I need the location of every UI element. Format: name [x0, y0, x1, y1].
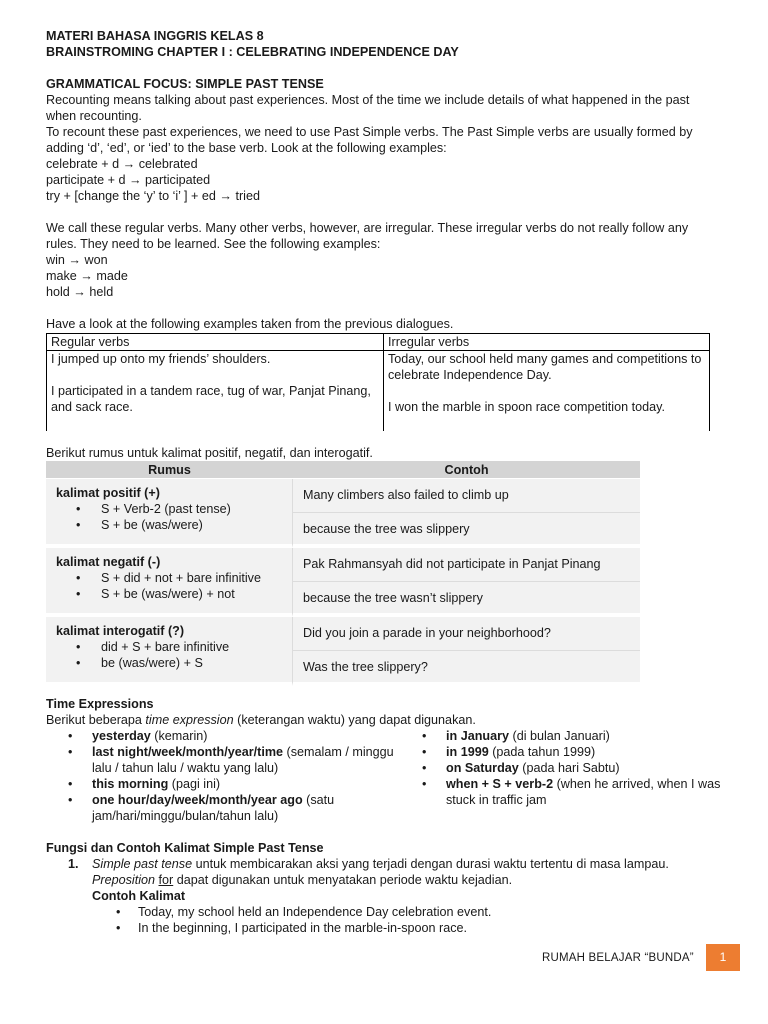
- contoh-cell: Was the tree slippery?: [293, 651, 640, 686]
- time-expression-item: • in 1999 (pada tahun 1999): [422, 744, 726, 760]
- page-number-badge: 1: [706, 944, 740, 971]
- rumus-cell: [46, 548, 293, 617]
- rumus-header: Rumus: [46, 461, 293, 479]
- time-expression-item: • last night/week/month/year/time (semalam / minggu lalu / tahun lalu / waktu yang lalu): [68, 744, 400, 776]
- rumus-table: [46, 461, 640, 686]
- verbs-table-body-row: [47, 351, 710, 432]
- item-number: 1.: [68, 857, 79, 871]
- irregular-verbs-cell: [384, 351, 710, 432]
- footer-text: RUMAH BELAJAR “BUNDA”: [542, 952, 694, 964]
- header-line-1: MATERI BAHASA INGGRIS KELAS 8: [46, 29, 264, 43]
- time-expression-item: • when + S + verb-2 (when he arrived, when I was stuck in traffic jam: [422, 776, 726, 808]
- contoh-kalimat-title: Contoh Kalimat: [92, 889, 186, 903]
- document-page: [46, 28, 722, 936]
- irregular-example: win → won: [46, 253, 108, 267]
- contoh-cell: Pak Rahmansyah did not participate in Panjat Pinang: [293, 548, 640, 582]
- verbs-table: [46, 333, 710, 431]
- grammar-paragraph-3: We call these regular verbs. Many other verbs, however, are irregular. These irregular verbs do not really follow any rules. They need to be learned. See the following examples:: [46, 221, 689, 251]
- contoh-cell: Many climbers also failed to climb up: [293, 479, 640, 513]
- time-expressions-intro: [46, 712, 722, 728]
- regular-verb-sentence: I jumped up onto my friends’ shoulders.: [51, 352, 271, 366]
- irregular-example: make → made: [46, 269, 128, 283]
- rumus-bullet: • S + be (was/were): [76, 517, 282, 533]
- irregular-example: hold → held: [46, 285, 114, 299]
- time-expression-item: • one hour/day/week/month/year ago (satu jam/hari/minggu/bulan/tahun lalu): [68, 792, 400, 824]
- rumus-row-positive: [46, 479, 640, 513]
- rumus-bullet: • did + S + bare infinitive: [76, 639, 282, 655]
- time-expressions-title: Time Expressions: [46, 697, 154, 711]
- contoh-cell: because the tree wasn’t slippery: [293, 582, 640, 617]
- regular-verbs-header: Regular verbs: [47, 334, 384, 351]
- time-expression-item: • yesterday (kemarin): [68, 728, 400, 744]
- contoh-cell: Did you join a parade in your neighborhood?: [293, 617, 640, 651]
- rumus-cell: [46, 617, 293, 686]
- header-line-2: BRAINSTROMING CHAPTER I : CELEBRATING INDEPENDENCE DAY: [46, 45, 459, 59]
- rumus-row-interrogative: [46, 617, 640, 651]
- regular-example: participate + d → participated: [46, 173, 211, 187]
- rumus-row-negative: [46, 548, 640, 582]
- verbs-table-header-row: [47, 334, 710, 351]
- irregular-verb-sentence: I won the marble in spoon race competition today.: [388, 400, 665, 414]
- rumus-bullet: • S + Verb-2 (past tense): [76, 501, 282, 517]
- irregular-verb-sentence: Today, our school held many games and competitions to celebrate Independence Day.: [388, 352, 702, 382]
- page-footer: [540, 944, 740, 971]
- grammar-title: GRAMMATICAL FOCUS: SIMPLE PAST TENSE: [46, 77, 324, 91]
- contoh-cell: because the tree was slippery: [293, 513, 640, 548]
- time-expressions-columns: [46, 728, 726, 824]
- rumus-title: kalimat interogatif (?): [56, 624, 185, 638]
- time-expression-item: • this morning (pagi ini): [68, 776, 400, 792]
- rumus-header-row: [46, 461, 640, 479]
- fungsi-title: Fungsi dan Contoh Kalimat Simple Past Tense: [46, 841, 324, 855]
- regular-example: try + [change the ‘y’ to ‘i’ ] + ed → tried: [46, 189, 260, 203]
- contoh-kalimat-item: • Today, my school held an Independence Day celebration event.: [116, 904, 722, 920]
- grammar-paragraph-4: Have a look at the following examples taken from the previous dialogues.: [46, 317, 454, 331]
- rumus-bullet: • S + be (was/were) + not: [76, 586, 282, 602]
- rumus-cell: [46, 479, 293, 548]
- rumus-intro: Berikut rumus untuk kalimat positif, negatif, dan interogatif.: [46, 446, 373, 460]
- rumus-bullet: • be (was/were) + S: [76, 655, 282, 671]
- fungsi-description: Simple past tense untuk membicarakan aksi yang terjadi dengan durasi waktu tertentu di masa lampau. Preposition for dapat digunakan untuk menyatakan periode waktu kejadian.: [92, 857, 669, 887]
- grammar-paragraph-1: Recounting means talking about past experiences. Most of the time we include details of what happened in the past when recounting.: [46, 93, 690, 123]
- contoh-header: Contoh: [293, 461, 640, 479]
- irregular-verbs-header: Irregular verbs: [384, 334, 710, 351]
- regular-verbs-cell: [47, 351, 384, 432]
- time-expression-item: • in January (di bulan Januari): [422, 728, 726, 744]
- contoh-kalimat-item: • In the beginning, I participated in the marble-in-spoon race.: [116, 920, 722, 936]
- grammar-paragraph-2: To recount these past experiences, we need to use Past Simple verbs. The Past Simple verbs are usually formed by adding ‘d’, ‘ed’, or ‘ied’ to the base verb. Look at the following examples:: [46, 125, 693, 155]
- rumus-title: kalimat positif (+): [56, 486, 160, 500]
- time-expression-item: • on Saturday (pada hari Sabtu): [422, 760, 726, 776]
- regular-example: celebrate + d → celebrated: [46, 157, 198, 171]
- intro-text: Berikut beberapa: [46, 713, 146, 727]
- fungsi-item-1: [46, 856, 722, 904]
- regular-verb-sentence: I participated in a tandem race, tug of war, Panjat Pinang, and sack race.: [51, 384, 371, 414]
- intro-emphasis: time expression: [145, 713, 234, 727]
- intro-text: (keterangan waktu) yang dapat digunakan.: [233, 713, 476, 727]
- rumus-bullet: • S + did + not + bare infinitive: [76, 570, 282, 586]
- rumus-title: kalimat negatif (-): [56, 555, 161, 569]
